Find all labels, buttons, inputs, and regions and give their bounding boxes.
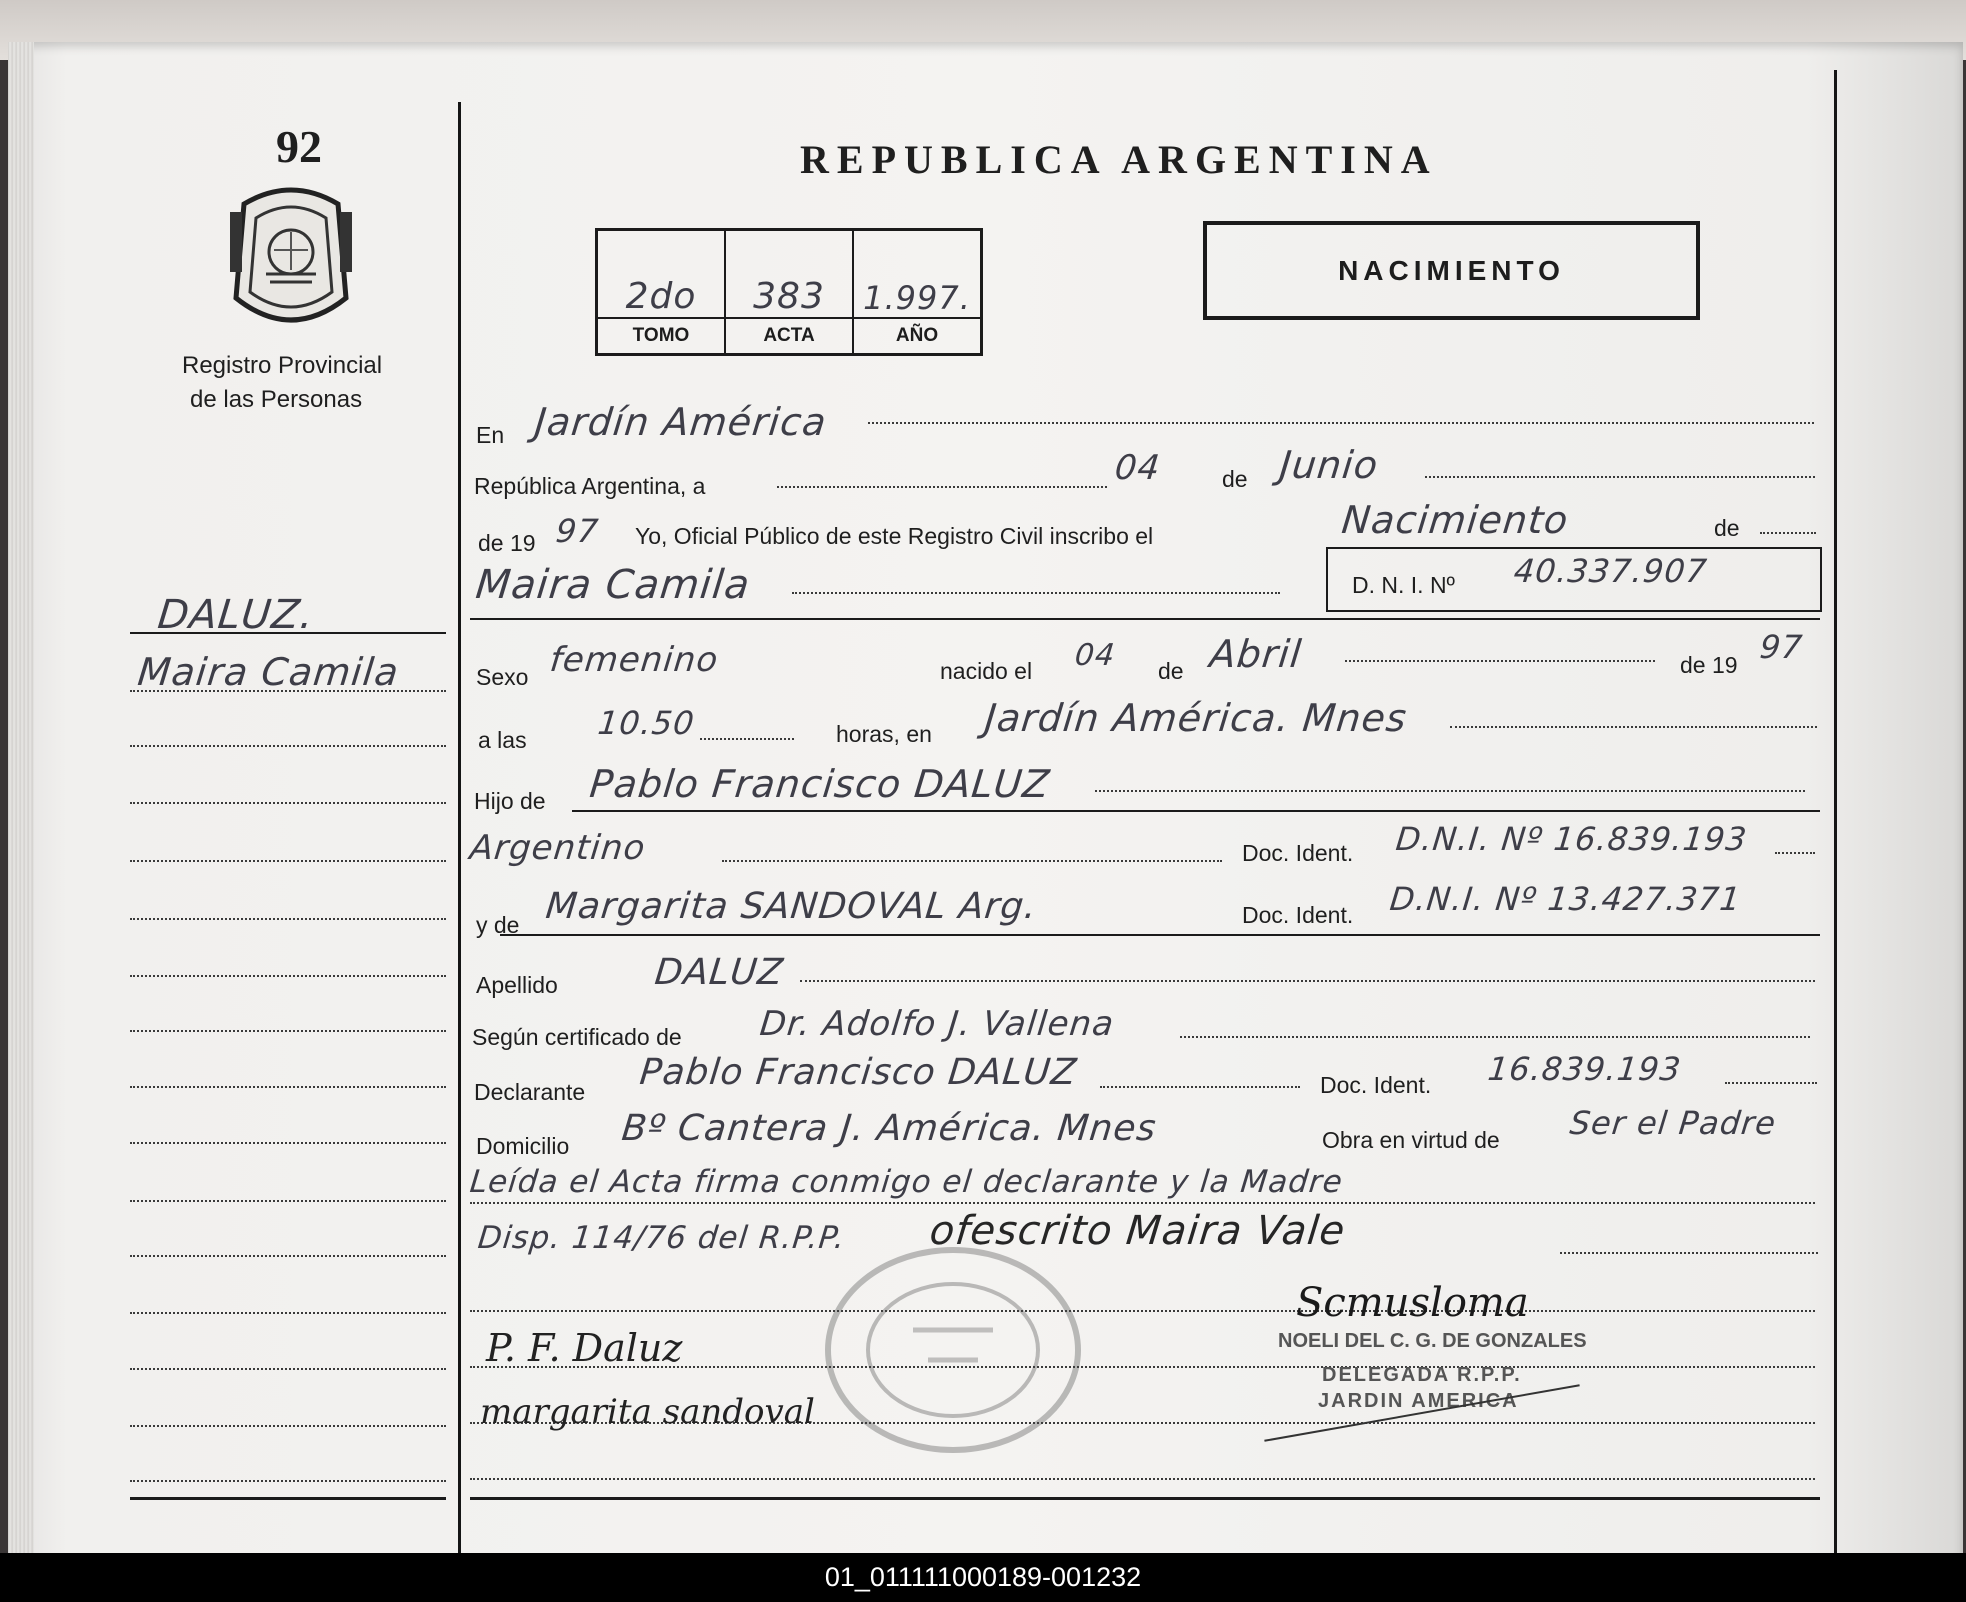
official-stamp-line2: DELEGADA R.P.P. bbox=[1322, 1364, 1522, 1386]
de19-label: de 19 bbox=[1680, 652, 1738, 678]
birth-place-value: Jardín América. Mnes bbox=[982, 696, 1410, 740]
father-name-value: Pablo Francisco DALUZ bbox=[587, 762, 1053, 806]
margin-line bbox=[130, 745, 446, 747]
margin-given-names: Maira Camila bbox=[135, 650, 402, 694]
register-reference-table bbox=[595, 228, 983, 356]
sexo-label: Sexo bbox=[476, 664, 529, 690]
country-title: REPUBLICA ARGENTINA bbox=[800, 137, 1438, 182]
dni-label: D. N. I. Nº bbox=[1352, 572, 1455, 598]
form-line bbox=[470, 1310, 1815, 1312]
mother-name-value: Margarita SANDOVAL Arg. bbox=[543, 886, 1039, 927]
doc-ident-label-2: Doc. Ident. bbox=[1242, 902, 1354, 928]
form-line bbox=[1760, 532, 1816, 534]
margin-line bbox=[130, 1425, 446, 1427]
republica-label: República Argentina, a bbox=[474, 473, 706, 499]
mother-doc-value: D.N.I. Nº 13.427.371 bbox=[1388, 880, 1744, 918]
note-line-2b: ofescrito Maira Vale bbox=[927, 1208, 1348, 1254]
official-signature: Scmusloma bbox=[1296, 1280, 1529, 1326]
margin-line bbox=[130, 1142, 446, 1144]
de-label-2: de bbox=[1714, 515, 1740, 541]
declarante-label: Declarante bbox=[474, 1079, 586, 1105]
form-line bbox=[1775, 852, 1815, 854]
form-line bbox=[800, 980, 1815, 982]
day-value: 04 bbox=[1112, 448, 1163, 488]
domicilio-value: Bº Cantera J. América. Mnes bbox=[619, 1108, 1159, 1149]
tomo-label: TOMO bbox=[597, 318, 726, 355]
margin-surname: DALUZ. bbox=[155, 592, 317, 638]
margin-line bbox=[130, 690, 446, 692]
acta-label: ACTA bbox=[725, 318, 853, 355]
father-signature: P. F. Daluz bbox=[486, 1326, 683, 1370]
hijo-label: Hijo de bbox=[474, 788, 546, 814]
declarante-doc-value: 16.839.193 bbox=[1486, 1050, 1684, 1088]
certificado-label: Según certificado de bbox=[472, 1024, 682, 1050]
form-line bbox=[868, 422, 1814, 424]
birth-month-value: Abril bbox=[1207, 632, 1305, 676]
margin-line bbox=[130, 1312, 446, 1314]
note-line-1: Leída el Acta firma conmigo el declarante y la Madre bbox=[468, 1164, 1345, 1200]
form-line bbox=[470, 1478, 1815, 1480]
doc-ident-label-3: Doc. Ident. bbox=[1320, 1072, 1432, 1098]
page-stack-edge bbox=[8, 42, 34, 1560]
margin-line bbox=[130, 1030, 446, 1032]
margin-line bbox=[130, 918, 446, 920]
form-line bbox=[1095, 790, 1805, 792]
obra-label: Obra en virtud de bbox=[1322, 1127, 1500, 1153]
form-line bbox=[1345, 660, 1655, 662]
child-name-value: Maira Camila bbox=[473, 562, 753, 608]
dni-value: 40.337.907 bbox=[1512, 552, 1710, 590]
time-value: 10.50 bbox=[596, 704, 697, 742]
margin-line bbox=[130, 802, 446, 804]
form-line bbox=[1100, 1086, 1300, 1088]
tomo-value-cell: 2do bbox=[597, 230, 726, 319]
mother-signature: margarita sandoval bbox=[480, 1392, 815, 1432]
certificado-value: Dr. Adolfo J. Vallena bbox=[757, 1004, 1117, 1044]
year-label: de 19 bbox=[478, 530, 536, 556]
margin-rule-top bbox=[130, 632, 446, 634]
father-nationality-value: Argentino bbox=[467, 828, 648, 868]
form-line bbox=[1425, 476, 1815, 478]
form-line bbox=[1560, 1252, 1818, 1254]
margin-line bbox=[130, 1200, 446, 1202]
horas-label: horas, en bbox=[836, 721, 932, 747]
image-id-footer: 01_011111000189-001232 bbox=[0, 1553, 1966, 1602]
page-number: 92 bbox=[276, 121, 322, 172]
form-rule-bottom bbox=[470, 1497, 1820, 1500]
declarante-value: Pablo Francisco DALUZ bbox=[637, 1052, 1079, 1093]
sexo-value: femenino bbox=[547, 640, 721, 680]
form-line bbox=[777, 486, 1107, 488]
birth-day-value: 04 bbox=[1073, 638, 1118, 673]
column-divider bbox=[458, 102, 461, 1562]
year-value: 97 bbox=[554, 512, 601, 550]
birth-year-value: 97 bbox=[1758, 628, 1805, 666]
form-rule bbox=[572, 810, 1820, 812]
y-de-label: y de bbox=[476, 912, 520, 938]
form-line bbox=[1725, 1082, 1817, 1084]
acta-value-cell: 383 bbox=[725, 230, 853, 319]
oficial-text: Yo, Oficial Público de este Registro Civil inscribo el bbox=[635, 523, 1154, 549]
margin-line bbox=[130, 1368, 446, 1370]
form-line bbox=[470, 1202, 1815, 1204]
domicilio-label: Domicilio bbox=[476, 1133, 570, 1159]
apellido-label: Apellido bbox=[476, 972, 558, 998]
inscribo-value: Nacimiento bbox=[1339, 498, 1571, 542]
act-type-box bbox=[1203, 221, 1700, 320]
form-rule bbox=[500, 934, 1820, 936]
section-rule bbox=[470, 618, 1820, 620]
provincial-seal-icon bbox=[226, 182, 356, 330]
margin-line bbox=[130, 975, 446, 977]
form-line bbox=[792, 592, 1280, 594]
father-doc-value: D.N.I. Nº 16.839.193 bbox=[1394, 820, 1750, 858]
form-line bbox=[722, 860, 1222, 862]
margin-line bbox=[130, 1086, 446, 1088]
nacido-label: nacido el bbox=[940, 658, 1033, 684]
form-line bbox=[700, 738, 794, 740]
official-stamp-line3: JARDIN AMERICA bbox=[1318, 1390, 1519, 1412]
form-line bbox=[1450, 726, 1817, 728]
apellido-value: DALUZ bbox=[652, 952, 786, 993]
en-value: Jardín América bbox=[532, 400, 830, 444]
en-label: En bbox=[476, 422, 505, 448]
margin-line bbox=[130, 860, 446, 862]
registry-name-line1: Registro Provincial bbox=[182, 352, 383, 379]
official-stamp-line1: NOELI DEL C. G. DE GONZALES bbox=[1278, 1330, 1587, 1352]
official-stamp-icon bbox=[818, 1240, 1088, 1460]
de-label-3: de bbox=[1158, 658, 1184, 684]
margin-rule-bottom bbox=[130, 1497, 446, 1500]
doc-ident-label: Doc. Ident. bbox=[1242, 840, 1354, 866]
margin-line bbox=[130, 1255, 446, 1257]
month-value: Junio bbox=[1277, 443, 1381, 487]
ano-label: AÑO bbox=[853, 318, 982, 355]
registry-name-line2: de las Personas bbox=[190, 386, 363, 413]
right-border bbox=[1834, 70, 1837, 1560]
margin-line bbox=[130, 1480, 446, 1482]
note-line-2: Disp. 114/76 del R.P.P. bbox=[476, 1220, 848, 1256]
ano-value-cell: 1.997. bbox=[853, 230, 982, 319]
act-type-label: NACIMIENTO bbox=[1338, 254, 1565, 286]
obra-value: Ser el Padre bbox=[1568, 1104, 1779, 1142]
de-label: de bbox=[1222, 466, 1248, 492]
alas-label: a las bbox=[478, 727, 527, 753]
form-line bbox=[1180, 1036, 1810, 1038]
